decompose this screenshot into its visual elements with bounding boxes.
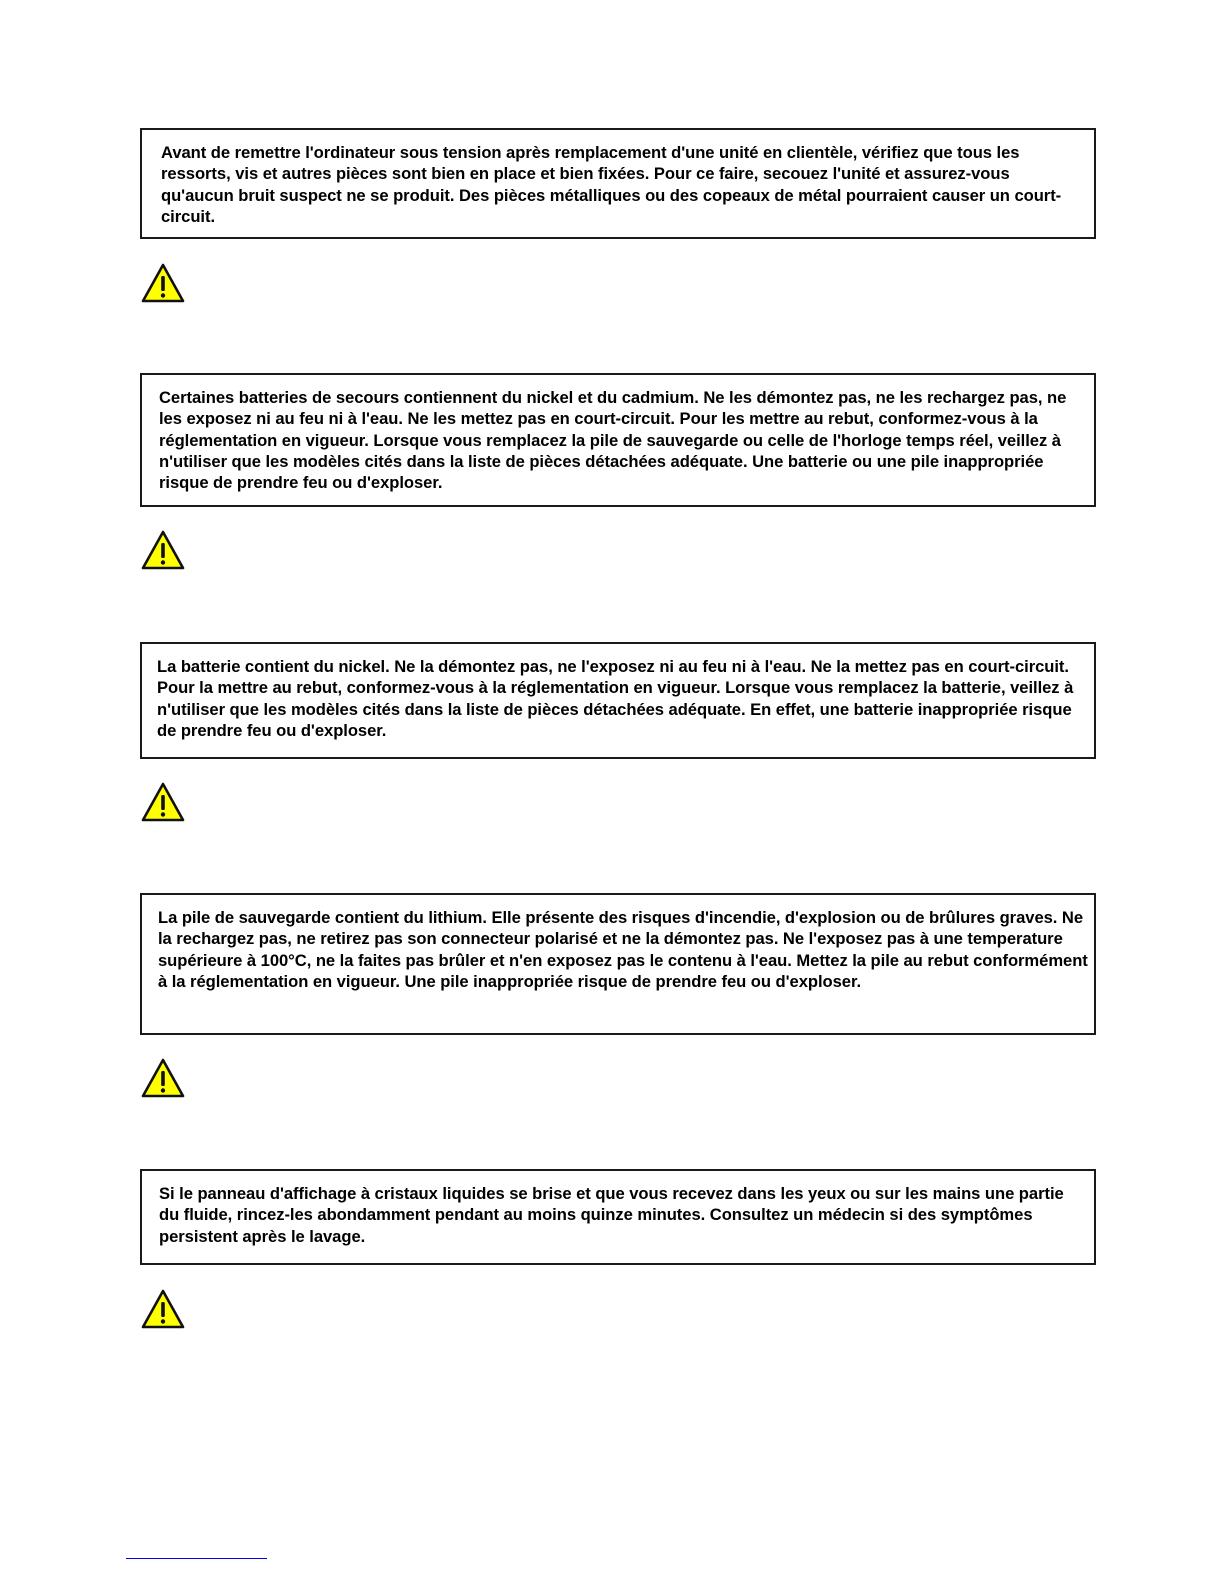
notice-box-4 [140,893,1096,1035]
warning-triangle-icon [140,529,186,571]
notice-box-5 [140,1169,1096,1265]
notice-box-2 [140,373,1096,507]
notice-text-4: La pile de sauvegarde contient du lithium. Elle présente des risques d'incendie, d'explosion ou de brûlures graves. Ne la rechargez pas, ne retirez pas son connecteur polarisé et ne la démontez pas. Ne l'exposez pas à une temperature supérieure à 100°C, ne la faites pas brûler et n'en exposez pas le contenu à l'eau. Mettez la pile au rebut conformément à la réglementation en vigueur. Une pile inappropriée risque de prendre feu ou d'exploser. [158,908,1088,991]
notice-box-1 [140,128,1096,239]
warning-triangle-icon [140,781,186,823]
notice-text-2: Certaines batteries de secours contiennent du nickel et du cadmium. Ne les démontez pas, ne les rechargez pas, ne les exposez ni au feu ni à l'eau. Ne les mettez pas en court-circuit. Pour les mettre au rebut, conformez-vous à la réglementation en vigueur. Lorsque vous remplacez la pile de sauvegarde ou celle de l'horloge temps réel, veillez à n'utiliser que les modèles cités dans la liste de pièces détachées adéquate. Une batterie ou une pile inappropriée risque de prendre feu ou d'exploser. [159,388,1067,493]
notice-text-1: Avant de remettre l'ordinateur sous tension après remplacement d'une unité en clientèle, vérifiez que tous les ressorts, vis et autres pièces sont bien en place et bien fixées. Pour ce faire, secouez l'unité et assurez-vous qu'aucun bruit suspect ne se produit. Des pièces métalliques ou des copeaux de métal pourraient causer un court-circuit. [161,143,1062,226]
footer-rule [126,1558,267,1559]
warning-triangle-icon [140,262,186,304]
warning-triangle-icon [140,1057,186,1099]
notice-box-3 [140,642,1096,759]
warning-triangle-icon [140,1288,186,1330]
notice-text-5: Si le panneau d'affichage à cristaux liquides se brise et que vous recevez dans les yeux ou sur les mains une partie du fluide, rincez-les abondamment pendant au moins quinze minutes. Consultez un médecin si des symptômes persistent après le lavage. [159,1184,1064,1246]
notice-text-3: La batterie contient du nickel. Ne la démontez pas, ne l'exposez ni au feu ni à l'eau. Ne la mettez pas en court-circuit. Pour la mettre au rebut, conformez-vous à la réglementation en vigueur. Lorsque vous remplacez la batterie, veillez à n'utiliser que les modèles cités dans la liste de pièces détachées adéquate. En effet, une batterie inappropriée risque de prendre feu ou d'exploser. [157,657,1074,740]
